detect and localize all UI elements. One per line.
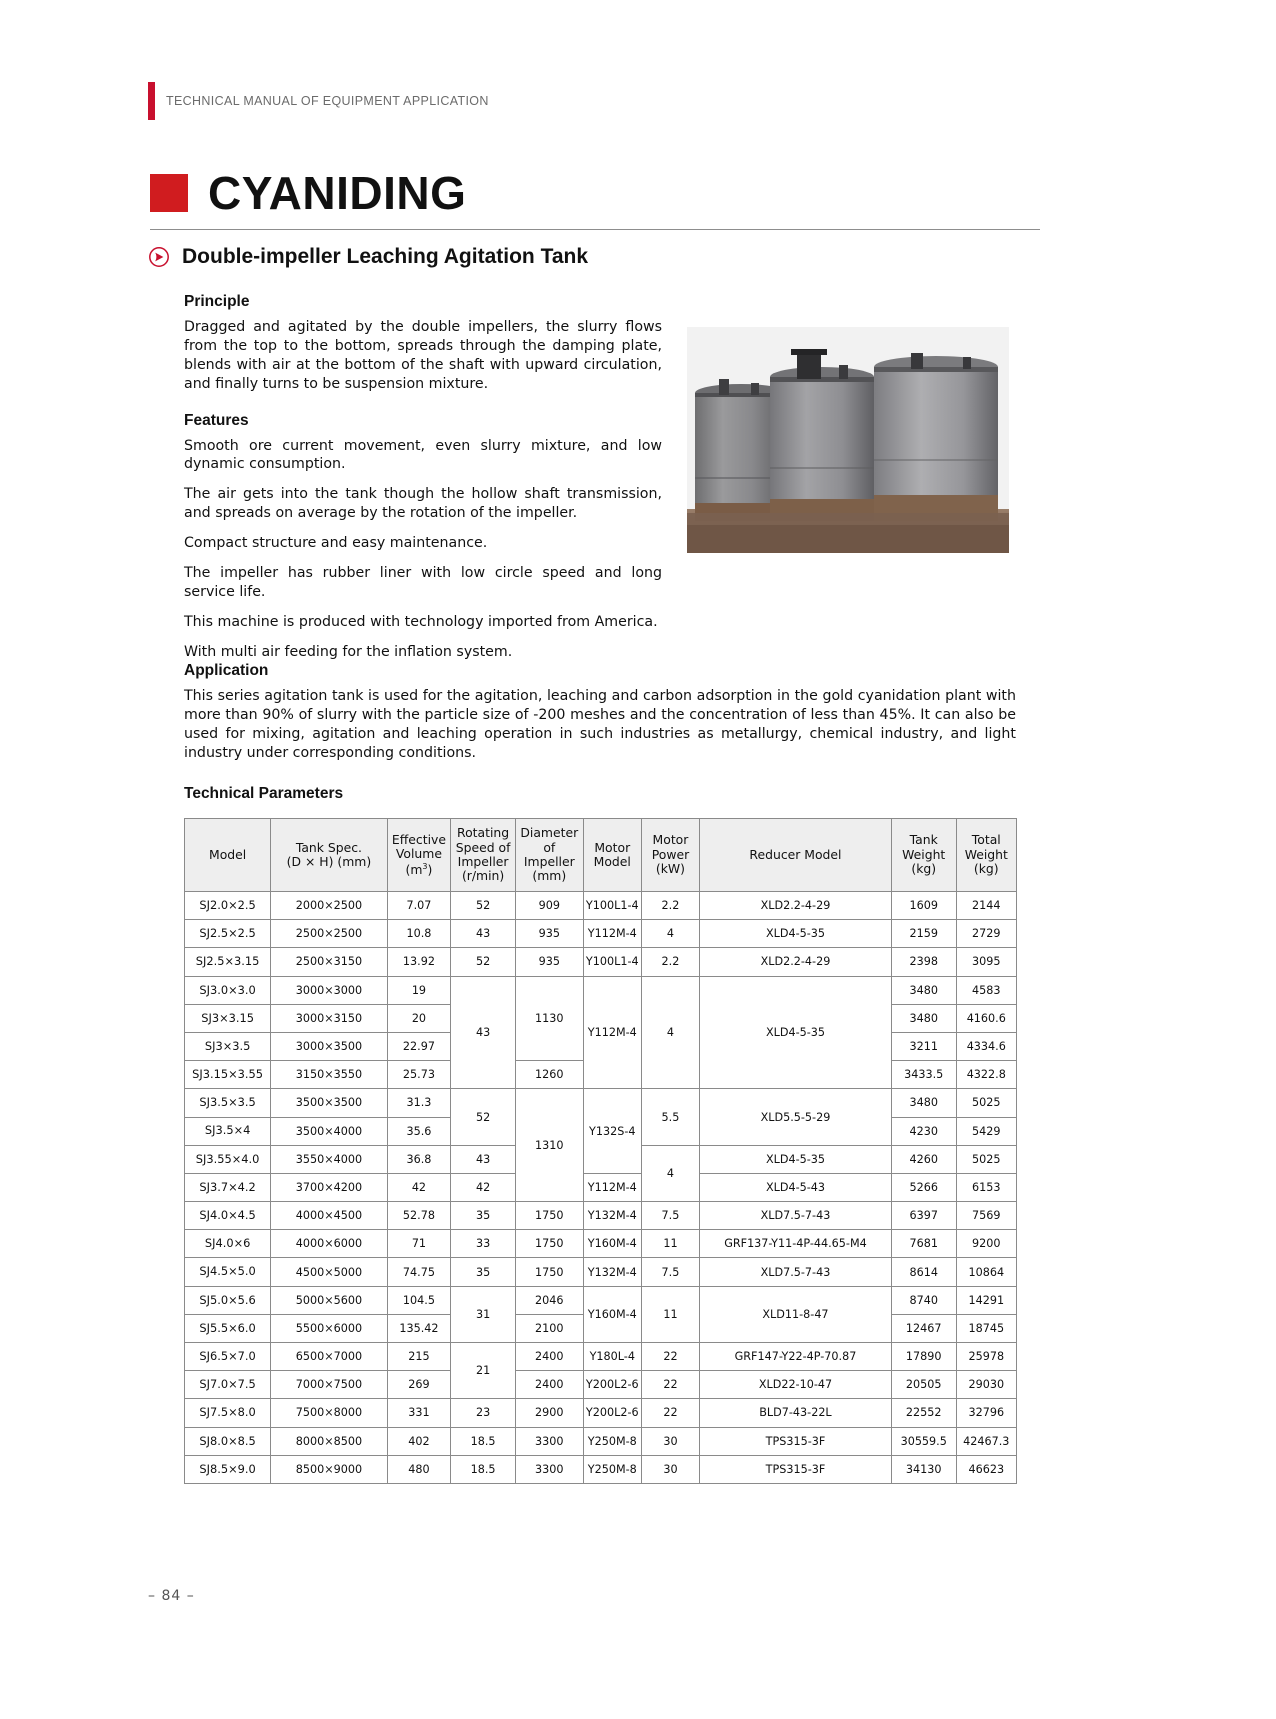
table-row	[185, 948, 1017, 976]
cell-model: SJ8.0×8.5	[185, 1427, 271, 1455]
cell-reducer: GRF137-Y11-4P-44.65-M4	[700, 1230, 892, 1258]
application-text: This series agitation tank is used for the agitation, leaching and carbon adsorption in the gold cyanidation plant with more than 90% of slurry with the particle size of -200 meshes and the concentration of less than 45%. It can also be used for mixing, agitation and leaching operation in such industries as metallurgy, chemical industry, and light industry under corresponding conditions.	[184, 688, 1016, 761]
running-header-text: TECHNICAL MANUAL OF EQUIPMENT APPLICATION	[166, 94, 489, 108]
cell-model: SJ5.0×5.6	[185, 1286, 271, 1314]
feature-item: The impeller has rubber liner with low circle speed and long service life.	[184, 564, 662, 600]
cell-tank-weight: 3480	[891, 1089, 956, 1117]
cell-motor-power: 5.5	[641, 1089, 699, 1145]
cell-tank-weight: 3211	[891, 1032, 956, 1060]
cell-model: SJ7.5×8.0	[185, 1399, 271, 1427]
cell-diameter: 1750	[515, 1202, 583, 1230]
cell-diameter: 909	[515, 892, 583, 920]
cell-total-weight: 9200	[956, 1230, 1016, 1258]
circled-right-arrow-icon	[148, 246, 170, 268]
cell-volume: 52.78	[387, 1202, 451, 1230]
cell-total-weight: 14291	[956, 1286, 1016, 1314]
table-header-row	[185, 819, 1017, 892]
cell-model: SJ3×3.5	[185, 1032, 271, 1060]
table-row	[185, 1230, 1017, 1258]
table-row	[185, 1427, 1017, 1455]
table-row	[185, 892, 1017, 920]
cell-diameter: 935	[515, 920, 583, 948]
chapter-title-block	[150, 167, 467, 219]
cell-tank-weight: 3480	[891, 1004, 956, 1032]
section-heading-block	[148, 245, 588, 269]
principle-heading: Principle	[184, 293, 250, 310]
cell-reducer: TPS315-3F	[700, 1427, 892, 1455]
cell-total-weight: 5429	[956, 1117, 1016, 1145]
cell-motor-model: Y160M-4	[583, 1230, 641, 1258]
cell-spec: 4000×4500	[271, 1202, 387, 1230]
cell-total-weight: 32796	[956, 1399, 1016, 1427]
title-divider	[150, 229, 1040, 230]
cell-total-weight: 25978	[956, 1343, 1016, 1371]
cell-reducer: XLD11-8-47	[700, 1286, 892, 1342]
cell-volume: 402	[387, 1427, 451, 1455]
cell-volume: 25.73	[387, 1061, 451, 1089]
feature-item: Compact structure and easy maintenance.	[184, 535, 488, 551]
features-heading: Features	[184, 411, 249, 429]
cell-tank-weight: 2159	[891, 920, 956, 948]
cell-model: SJ2.5×2.5	[185, 920, 271, 948]
principle-text: Dragged and agitated by the double impellers, the slurry flows from the top to the bottom, spreads through the damping plate, blends with air at the bottom of the shaft with upward circulation, and finally turns to be suspension mixture.	[184, 319, 662, 392]
table-row	[185, 1202, 1017, 1230]
cell-motor-model: Y250M-8	[583, 1427, 641, 1455]
cell-spec: 3500×3500	[271, 1089, 387, 1117]
cell-tank-weight: 5266	[891, 1173, 956, 1201]
cell-model: SJ3.5×4	[185, 1117, 271, 1145]
cell-spec: 3000×3150	[271, 1004, 387, 1032]
cell-tank-weight: 2398	[891, 948, 956, 976]
cell-volume: 74.75	[387, 1258, 451, 1286]
cell-model: SJ3.55×4.0	[185, 1145, 271, 1173]
cell-volume: 31.3	[387, 1089, 451, 1117]
cell-motor-model: Y100L1-4	[583, 892, 641, 920]
col-header-model: Model	[185, 819, 271, 892]
cell-total-weight: 5025	[956, 1089, 1016, 1117]
cell-motor-model: Y132M-4	[583, 1258, 641, 1286]
technical-parameters-heading: Technical Parameters	[184, 785, 344, 802]
cell-tank-weight: 20505	[891, 1371, 956, 1399]
cell-speed: 52	[451, 948, 516, 976]
cell-motor-power: 30	[641, 1427, 699, 1455]
cell-speed: 35	[451, 1258, 516, 1286]
cell-total-weight: 6153	[956, 1173, 1016, 1201]
cell-speed: 43	[451, 976, 516, 1089]
cell-spec: 2500×3150	[271, 948, 387, 976]
cell-volume: 20	[387, 1004, 451, 1032]
cell-diameter: 1750	[515, 1258, 583, 1286]
cell-speed: 43	[451, 1145, 516, 1173]
cell-model: SJ5.5×6.0	[185, 1314, 271, 1342]
cell-motor-power: 22	[641, 1399, 699, 1427]
cell-diameter: 1130	[515, 976, 583, 1061]
cell-motor-model: Y112M-4	[583, 976, 641, 1089]
cell-model: SJ4.0×6	[185, 1230, 271, 1258]
cell-spec: 4000×6000	[271, 1230, 387, 1258]
cell-volume: 269	[387, 1371, 451, 1399]
cell-model: SJ3.5×3.5	[185, 1089, 271, 1117]
cell-reducer: TPS315-3F	[700, 1455, 892, 1483]
cell-spec: 3000×3500	[271, 1032, 387, 1060]
cell-motor-model: Y200L2-6	[583, 1371, 641, 1399]
cell-spec: 3700×4200	[271, 1173, 387, 1201]
cell-motor-power: 22	[641, 1371, 699, 1399]
cell-motor-model: Y132S-4	[583, 1089, 641, 1174]
cell-reducer: XLD4-5-43	[700, 1173, 892, 1201]
cell-spec: 3000×3000	[271, 976, 387, 1004]
cell-reducer: XLD2.2-4-29	[700, 948, 892, 976]
cell-diameter: 2100	[515, 1314, 583, 1342]
cell-model: SJ4.5×5.0	[185, 1258, 271, 1286]
cell-reducer: GRF147-Y22-4P-70.87	[700, 1343, 892, 1371]
table-row	[185, 1343, 1017, 1371]
col-header-total-weight: Total Weight (kg)	[956, 819, 1016, 892]
cell-spec: 8500×9000	[271, 1455, 387, 1483]
table-row	[185, 1173, 1017, 1201]
cell-diameter: 1260	[515, 1061, 583, 1089]
cell-spec: 2000×2500	[271, 892, 387, 920]
cell-volume: 71	[387, 1230, 451, 1258]
feature-item: This machine is produced with technology imported from America.	[184, 613, 658, 630]
page-title: CYANIDING	[208, 167, 467, 219]
col-header-tank-spec: Tank Spec. (D × H) (mm)	[271, 819, 387, 892]
product-photo	[679, 327, 1017, 553]
cell-model: SJ2.0×2.5	[185, 892, 271, 920]
cell-tank-weight: 17890	[891, 1343, 956, 1371]
cell-total-weight: 2729	[956, 920, 1016, 948]
table-row	[185, 1286, 1017, 1314]
cell-total-weight: 18745	[956, 1314, 1016, 1342]
cell-model: SJ7.0×7.5	[185, 1371, 271, 1399]
cell-volume: 42	[387, 1173, 451, 1201]
cell-volume: 19	[387, 976, 451, 1004]
cell-reducer: XLD4-5-35	[700, 1145, 892, 1173]
cell-volume: 22.97	[387, 1032, 451, 1060]
cell-diameter: 2400	[515, 1371, 583, 1399]
feature-item: Smooth ore current movement, even slurry mixture, and low dynamic consumption.	[184, 437, 662, 473]
cell-volume: 13.92	[387, 948, 451, 976]
table-row	[185, 920, 1017, 948]
cell-volume: 480	[387, 1455, 451, 1483]
cell-motor-model: Y160M-4	[583, 1286, 641, 1342]
cell-model: SJ3.15×3.55	[185, 1061, 271, 1089]
cell-reducer: XLD4-5-35	[700, 920, 892, 948]
col-header-motor-model: Motor Model	[583, 819, 641, 892]
cell-volume: 7.07	[387, 892, 451, 920]
cell-total-weight: 7569	[956, 1202, 1016, 1230]
technical-parameters-table	[184, 818, 1017, 1484]
cell-diameter: 2046	[515, 1286, 583, 1314]
cell-diameter: 2900	[515, 1399, 583, 1427]
cell-spec: 8000×8500	[271, 1427, 387, 1455]
cell-spec: 5000×5600	[271, 1286, 387, 1314]
cell-motor-model: Y112M-4	[583, 1173, 641, 1201]
cell-model: SJ3×3.15	[185, 1004, 271, 1032]
cell-motor-model: Y200L2-6	[583, 1399, 641, 1427]
cell-reducer: BLD7-43-22L	[700, 1399, 892, 1427]
cell-speed: 35	[451, 1202, 516, 1230]
cell-total-weight: 4334.6	[956, 1032, 1016, 1060]
cell-spec: 2500×2500	[271, 920, 387, 948]
section-title: Double-impeller Leaching Agitation Tank	[182, 245, 589, 268]
cell-total-weight: 4322.8	[956, 1061, 1016, 1089]
col-header-rotating-speed: Rotating Speed of Impeller (r/min)	[451, 819, 516, 892]
table-body	[185, 892, 1017, 1484]
cell-motor-power: 4	[641, 976, 699, 1089]
cell-total-weight: 4160.6	[956, 1004, 1016, 1032]
cell-speed: 23	[451, 1399, 516, 1427]
cell-motor-model: Y100L1-4	[583, 948, 641, 976]
cell-total-weight: 29030	[956, 1371, 1016, 1399]
cell-volume: 135.42	[387, 1314, 451, 1342]
cell-spec: 3550×4000	[271, 1145, 387, 1173]
col-header-effective-volume: Effective Volume $(m^3)$	[387, 819, 451, 892]
chapter-marker-square	[150, 174, 188, 212]
cell-total-weight: 42467.3	[956, 1427, 1016, 1455]
cell-motor-power: 7.5	[641, 1258, 699, 1286]
cell-volume: 35.6	[387, 1117, 451, 1145]
table-row	[185, 1258, 1017, 1286]
cell-total-weight: 10864	[956, 1258, 1016, 1286]
cell-tank-weight: 7681	[891, 1230, 956, 1258]
cell-model: SJ4.0×4.5	[185, 1202, 271, 1230]
running-header	[148, 82, 489, 120]
application-block	[184, 662, 1016, 763]
cell-model: SJ3.7×4.2	[185, 1173, 271, 1201]
cell-motor-power: 2.2	[641, 892, 699, 920]
cell-spec: 7500×8000	[271, 1399, 387, 1427]
table-row	[185, 1371, 1017, 1399]
cell-tank-weight: 4230	[891, 1117, 956, 1145]
cell-speed: 18.5	[451, 1455, 516, 1483]
cell-motor-power: 22	[641, 1343, 699, 1371]
cell-diameter: 935	[515, 948, 583, 976]
cell-speed: 42	[451, 1173, 516, 1201]
cell-tank-weight: 6397	[891, 1202, 956, 1230]
cell-motor-power: 4	[641, 920, 699, 948]
table-row	[185, 1089, 1017, 1117]
cell-spec: 4500×5000	[271, 1258, 387, 1286]
cell-tank-weight: 22552	[891, 1399, 956, 1427]
cell-model: SJ6.5×7.0	[185, 1343, 271, 1371]
cell-model: SJ2.5×3.15	[185, 948, 271, 976]
col-header-impeller-diameter: Diameter of Impeller (mm)	[515, 819, 583, 892]
cell-reducer: XLD2.2-4-29	[700, 892, 892, 920]
cell-spec: 7000×7500	[271, 1371, 387, 1399]
cell-tank-weight: 8614	[891, 1258, 956, 1286]
cell-tank-weight: 1609	[891, 892, 956, 920]
cell-spec: 6500×7000	[271, 1343, 387, 1371]
cell-motor-power: 4	[641, 1145, 699, 1201]
table-row	[185, 1399, 1017, 1427]
feature-item: With multi air feeding for the inflation system.	[184, 643, 513, 660]
cell-spec: 5500×6000	[271, 1314, 387, 1342]
application-heading: Application	[184, 662, 269, 679]
table-row	[185, 976, 1017, 1004]
table-row	[185, 1455, 1017, 1483]
cell-model: SJ8.5×9.0	[185, 1455, 271, 1483]
cell-diameter: 3300	[515, 1427, 583, 1455]
cell-tank-weight: 3433.5	[891, 1061, 956, 1089]
cell-model: SJ3.0×3.0	[185, 976, 271, 1004]
cell-motor-power: 11	[641, 1230, 699, 1258]
cell-speed: 43	[451, 920, 516, 948]
cell-speed: 31	[451, 1286, 516, 1342]
cell-motor-model: Y250M-8	[583, 1455, 641, 1483]
left-text-column	[184, 293, 662, 661]
cell-reducer: XLD22-10-47	[700, 1371, 892, 1399]
cell-total-weight: 4583	[956, 976, 1016, 1004]
cell-motor-power: 7.5	[641, 1202, 699, 1230]
col-header-reducer-model: Reducer Model	[700, 819, 892, 892]
col-header-motor-power: Motor Power (kW)	[641, 819, 699, 892]
cell-motor-power: 30	[641, 1455, 699, 1483]
cell-total-weight: 46623	[956, 1455, 1016, 1483]
cell-speed: 18.5	[451, 1427, 516, 1455]
cell-volume: 331	[387, 1399, 451, 1427]
feature-item: The air gets into the tank though the hollow shaft transmission, and spreads on average by the rotation of the impeller.	[184, 486, 662, 522]
cell-total-weight: 2144	[956, 892, 1016, 920]
cell-volume: 36.8	[387, 1145, 451, 1173]
cell-diameter: 1310	[515, 1089, 583, 1202]
cell-volume: 215	[387, 1343, 451, 1371]
cell-tank-weight: 30559.5	[891, 1427, 956, 1455]
cell-volume: 104.5	[387, 1286, 451, 1314]
cell-motor-power: 2.2	[641, 948, 699, 976]
cell-volume: 10.8	[387, 920, 451, 948]
cell-reducer: XLD7.5-7-43	[700, 1258, 892, 1286]
header-accent-bar	[148, 82, 155, 120]
col-header-tank-weight: Tank Weight (kg)	[891, 819, 956, 892]
cell-diameter: 2400	[515, 1343, 583, 1371]
cell-motor-power: 11	[641, 1286, 699, 1342]
cell-speed: 21	[451, 1343, 516, 1399]
cell-reducer: XLD7.5-7-43	[700, 1202, 892, 1230]
cell-total-weight: 3095	[956, 948, 1016, 976]
cell-tank-weight: 3480	[891, 976, 956, 1004]
cell-motor-model: Y112M-4	[583, 920, 641, 948]
cell-diameter: 1750	[515, 1230, 583, 1258]
page-number: – 84 –	[148, 1588, 195, 1604]
cell-speed: 33	[451, 1230, 516, 1258]
cell-speed: 52	[451, 892, 516, 920]
cell-reducer: XLD4-5-35	[700, 976, 892, 1089]
cell-tank-weight: 12467	[891, 1314, 956, 1342]
cell-motor-model: Y132M-4	[583, 1202, 641, 1230]
cell-tank-weight: 4260	[891, 1145, 956, 1173]
cell-tank-weight: 34130	[891, 1455, 956, 1483]
cell-spec: 3150×3550	[271, 1061, 387, 1089]
cell-reducer: XLD5.5-5-29	[700, 1089, 892, 1145]
cell-total-weight: 5025	[956, 1145, 1016, 1173]
cell-tank-weight: 8740	[891, 1286, 956, 1314]
cell-motor-model: Y180L-4	[583, 1343, 641, 1371]
cell-spec: 3500×4000	[271, 1117, 387, 1145]
cell-speed: 52	[451, 1089, 516, 1145]
cell-diameter: 3300	[515, 1455, 583, 1483]
